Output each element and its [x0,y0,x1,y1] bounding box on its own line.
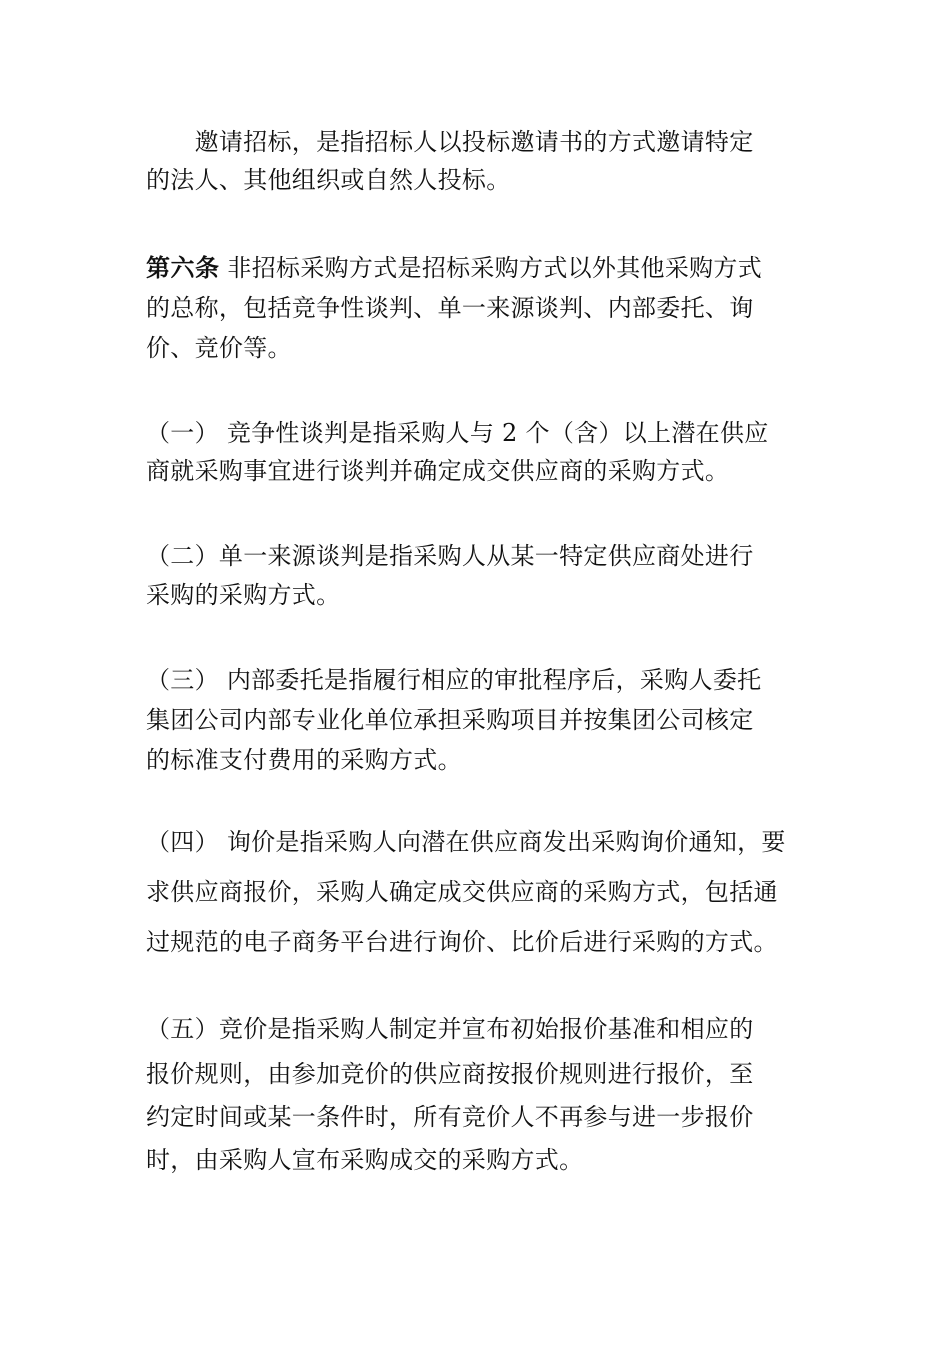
item-3-line-2: 集团公司内部专业化单位承担采购项目并按集团公司核定 [146,706,754,734]
item-5-line-4: 时，由采购人宣布采购成交的采购方式。 [146,1146,584,1174]
item-1-line-1: （一） 竞争性谈判是指采购人与 2 个（含）以上潜在供应 [146,419,769,447]
paragraph-2-line-1 [146,253,762,283]
item-2-line-1: （二）单一来源谈判是指采购人从某一特定供应商处进行 [146,542,754,570]
article-label: 第六条 [146,253,220,282]
paragraph-2-line-1-text: 非招标采购方式是招标采购方式以外其他采购方式 [219,254,763,282]
item-5-line-2: 报价规则，由参加竞价的供应商按报价规则进行报价，至 [146,1060,754,1088]
item-1-line-2: 商就采购事宜进行谈判并确定成交供应商的采购方式。 [146,457,730,485]
item-5-line-1: （五）竞价是指采购人制定并宣布初始报价基准和相应的 [146,1015,754,1043]
item-2-line-2: 采购的采购方式。 [146,581,341,609]
item-3-line-3: 的标准支付费用的采购方式。 [146,746,462,774]
paragraph-2-line-3: 价、竞价等。 [146,334,292,362]
item-4-line-3: 过规范的电子商务平台进行询价、比价后进行采购的方式。 [146,928,778,956]
item-4-line-2: 求供应商报价，采购人确定成交供应商的采购方式，包括通 [146,878,778,906]
item-4-line-1: （四） 询价是指采购人向潜在供应商发出采购询价通知，要 [146,828,786,856]
paragraph-2-line-2: 的总称，包括竞争性谈判、单一来源谈判、内部委托、询 [146,294,754,322]
item-5-line-3: 约定时间或某一条件时，所有竞价人不再参与进一步报价 [146,1103,754,1131]
paragraph-1-line-2: 的法人、其他组织或自然人投标。 [146,166,511,194]
item-3-line-1: （三） 内部委托是指履行相应的审批程序后，采购人委托 [146,666,762,694]
paragraph-1-line-1: 邀请招标，是指招标人以投标邀请书的方式邀请特定 [146,128,754,156]
